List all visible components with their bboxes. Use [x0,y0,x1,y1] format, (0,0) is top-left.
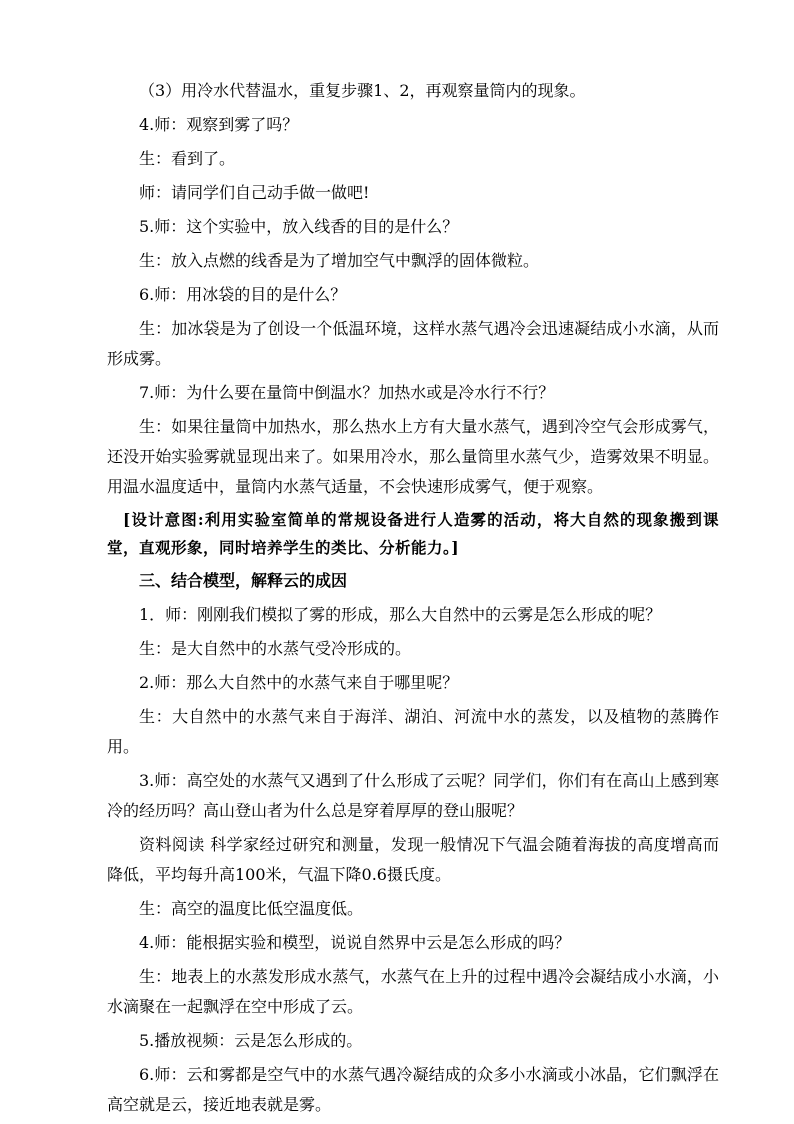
design-intent-note: [设计意图:利用实验室简单的常规设备进行人造雾的活动，将大自然的现象搬到课堂，直观形象，同时培养学生的类比、分析能力。] [107,510,719,557]
play-video-step: 5.播放视频：云是怎么形成的。 [139,1031,363,1050]
section3-teacher-summary: 6.师：云和雾都是空气中的水蒸气遇冷凝结成的众多小水滴或小冰晶，它们飘浮在高空就是云，接近地表就是雾。 [107,1065,719,1114]
teacher-question-7: 7.师：为什么要在量筒中倒温水？加热水或是冷水行不行？ [139,383,555,402]
section-heading: 三、结合模型，解释云的成因 [139,571,348,590]
step-3-paragraph: （3）用冷水代替温水，重复步骤1、2，再观察量筒内的现象。 [139,81,586,100]
section3-teacher-question-1: 1．师：刚刚我们模拟了雾的形成，那么大自然中的云雾是怎么形成的呢？ [139,605,662,624]
section3-student-answer-2: 生：大自然中的水蒸气来自于海洋、湖泊、河流中水的蒸发，以及植物的蒸腾作用。 [107,707,719,756]
section3-teacher-question-3: 3.师：高空处的水蒸气又遇到了什么形成了云呢？同学们，你们有在高山上感到寒冷的经历吗？高山登山者为什么总是穿着厚厚的登山服呢？ [107,771,719,820]
student-answer-6: 生：加冰袋是为了创设一个低温环境，这样水蒸气遇冷会迅速凝结成小水滴，从而形成雾。 [107,319,719,368]
document-page [107,76,719,1124]
student-answer-5: 生：放入点燃的线香是为了增加空气中飘浮的固体微粒。 [139,251,540,270]
teacher-prompt: 师：请同学们自己动手做一做吧! [139,183,370,202]
section3-student-answer-1: 生：是大自然中的水蒸气受冷形成的。 [139,639,412,658]
section3-teacher-question-4: 4.师：能根据实验和模型，说说自然界中云是怎么形成的吗？ [139,933,571,952]
student-answer-7: 生：如果往量筒中加热水，那么热水上方有大量水蒸气，遇到冷空气会形成雾气，还没开始实验雾就显现出来了。如果用冷水，那么量筒里水蒸气少，造雾效果不明显。用温水温度适中，量筒内水蒸气适量，不会快速形成雾气，便于观察。 [107,417,719,496]
teacher-question-4: 4.师：观察到雾了吗？ [139,115,299,134]
teacher-question-6: 6.师：用冰袋的目的是什么？ [139,285,347,304]
section3-student-answer-4: 生：地表上的水蒸发形成水蒸气，水蒸气在上升的过程中遇冷会凝结成小水滴，小水滴聚在一起飘浮在空中形成了云。 [107,967,719,1016]
section3-student-answer-3: 生：高空的温度比低空温度低。 [139,899,364,918]
reading-material: 资料阅读 科学家经过研究和测量，发现一般情况下气温会随着海拔的高度增高而降低，平均每升高100米，气温下降0.6摄氏度。 [107,835,719,884]
student-answer-4: 生：看到了。 [139,149,236,168]
section3-teacher-question-2: 2.师：那么大自然中的水蒸气来自于哪里呢？ [139,673,459,692]
teacher-question-5: 5.师：这个实验中，放入线香的目的是什么？ [139,217,459,236]
